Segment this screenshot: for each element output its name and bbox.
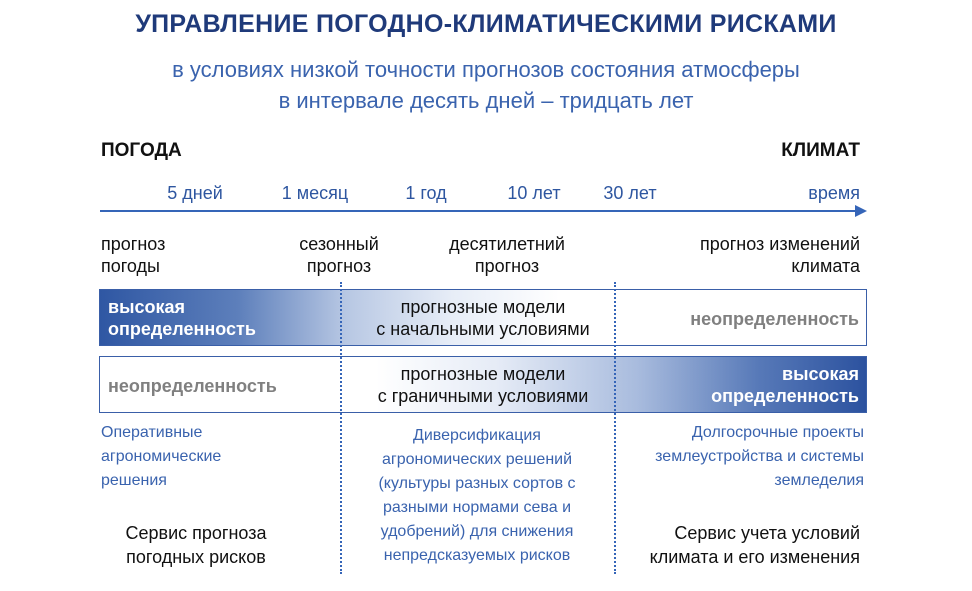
- forecast-type-seasonal: сезонный прогноз: [299, 234, 379, 276]
- band2-uncertainty: неопределенность: [108, 376, 277, 396]
- separator-right: [614, 282, 616, 574]
- tick-5-days: 5 дней: [167, 183, 223, 203]
- action-operational: Оперативные агрономические решения: [101, 424, 222, 489]
- band1-high-certainty: высокая определенность: [108, 297, 256, 339]
- tick-1-month: 1 месяц: [281, 183, 349, 203]
- forecast-type-weather: прогноз погоды: [101, 234, 166, 276]
- tick-10-years: 10 лет: [507, 183, 561, 203]
- axis-right-label: КЛИМАТ: [781, 140, 860, 161]
- tick-1-year: 1 год: [405, 183, 447, 203]
- band2-model-label: прогнозные модели с граничными условиями: [377, 364, 589, 406]
- action-long-term: Долгосрочные проекты землеустройства и системы земледелия: [655, 424, 864, 489]
- arrow-right-icon: [855, 205, 867, 217]
- forecast-type-decadal: десятилетний прогноз: [449, 234, 565, 276]
- service-weather-risk: Сервис прогноза погодных рисков: [125, 523, 267, 567]
- axis-left-label: ПОГОДА: [101, 140, 182, 161]
- axis-time-label: время: [808, 183, 860, 203]
- band1-uncertainty: неопределенность: [690, 309, 859, 329]
- page-title: УПРАВЛЕНИЕ ПОГОДНО-КЛИМАТИЧЕСКИМИ РИСКАМИ: [135, 10, 837, 38]
- action-diversification: Диверсификация агрономических решений (культуры разных сортов с разными нормами сева и удобрений) для снижения непредсказуемых рисков: [378, 427, 576, 564]
- forecast-type-climate: прогноз изменений климата: [699, 234, 860, 276]
- band1-model-label: прогнозные модели с начальными условиями: [376, 297, 590, 339]
- tick-30-years: 30 лет: [603, 183, 657, 203]
- separator-left: [340, 282, 342, 574]
- subtitle-line-1: в условиях низкой точности прогнозов состояния атмосферы: [172, 57, 800, 82]
- subtitle-line-2: в интервале десять дней – тридцать лет: [278, 88, 694, 113]
- band2-high-certainty: высокая определенность: [711, 364, 859, 406]
- time-axis-line: [100, 210, 856, 212]
- service-climate-conditions: Сервис учета условий климата и его изменения: [649, 523, 860, 567]
